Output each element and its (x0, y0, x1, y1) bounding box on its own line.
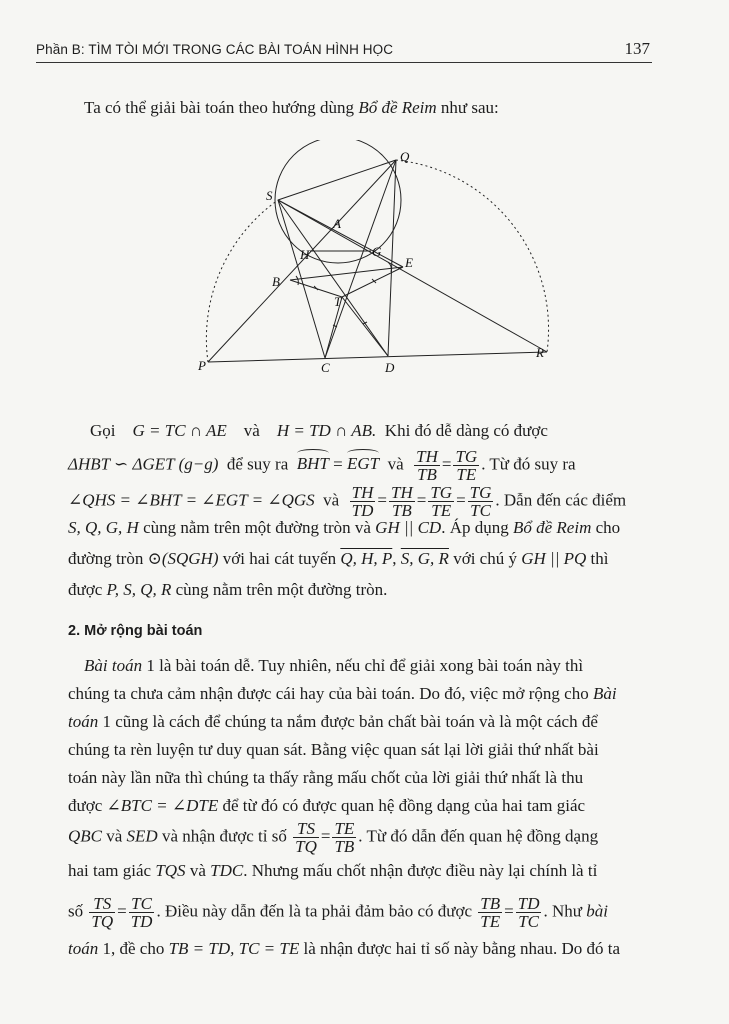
ext-line-3: toán 1 cũng là cách để chúng ta nắm được bản chất bài toán và là một cách để (68, 712, 598, 731)
label-R: R (536, 345, 544, 360)
line-SE (278, 200, 403, 267)
fraction: $\frac{TE}{TB}$ (334, 819, 355, 856)
label-G: G (372, 244, 382, 259)
proof-line-5: đường tròn ⊙(SQGH) với hai cát tuyến Q, H, P, S, G, R với chú ý GH || PQ thì (68, 549, 609, 568)
fraction: $\frac{TS}{TQ}$ (91, 894, 114, 931)
proof-line-2: ΔHBT ∽ ΔGET (g−g) để suy ra BHT = EGT và $\frac{TH}{TB}$ = $\frac{TG}{TE}$ . Từ đó suy ra (68, 447, 576, 484)
label-B: B (272, 274, 280, 289)
label-Q: Q (400, 149, 410, 164)
fraction: $\frac{TG}{TE}$ (455, 447, 478, 484)
ext-line-2: chúng ta chưa cảm nhận được cái hay của bài toán. Do đó, việc mở rộng cho Bài (68, 684, 617, 703)
ext-line-5: toán này lần nữa thì chúng ta thấy rằng mấu chốt của lời giải thứ nhất là thu (68, 768, 584, 787)
line-QD (388, 160, 396, 356)
fraction: $\frac{TH}{TB}$ (391, 483, 413, 520)
line-BE (290, 267, 403, 280)
label-A: A (333, 216, 341, 231)
proof-line-1: Gọi G = TC ∩ AE và H = TD ∩ AB. Khi đó dễ dàng có được (90, 421, 548, 440)
label-C: C (321, 360, 330, 375)
ext-line-9: số $\frac{TS}{TQ}$ = $\frac{TC}{TD}$ . Điều này dẫn đến là ta phải đảm bảo có được $\frac{TB}{TE}$ = $\frac{TD}{TC}$ . Như bài (68, 894, 608, 931)
proof-line-6: được P, S, Q, R cùng nằm trên một đường tròn. (68, 580, 388, 599)
fraction: $\frac{TS}{TQ}$ (295, 819, 317, 856)
proof-line-4: S, Q, G, H cùng nằm trên một đường tròn và GH || CD. Áp dụng Bổ đề Reim cho (68, 518, 621, 537)
label-E: E (405, 255, 413, 270)
ext-line-1: Bài toán 1 là bài toán dễ. Tuy nhiên, nếu chỉ để giải xong bài toán này thì (84, 656, 584, 675)
line-QC (325, 160, 396, 358)
ext-line-4: chúng ta rèn luyện tư duy quan sát. Bằng việc quan sát lại lời giải thứ nhất bài (68, 740, 599, 759)
ext-line-6: được ∠BTC = ∠DTE để từ đó có được quan hệ đồng dạng của hai tam giác (68, 796, 586, 815)
fraction: $\frac{TC}{TD}$ (130, 894, 153, 931)
fraction: $\frac{TB}{TE}$ (480, 894, 501, 931)
fraction: $\frac{TG}{TC}$ (469, 483, 492, 520)
proof-line-3: ∠QHS = ∠BHT = ∠EGT = ∠QGS và $\frac{TH}{TD}$ = $\frac{TH}{TB}$ = $\frac{TG}{TE}$ = $\frac{TG}{TC}$ . Dẫn đến các điểm (68, 483, 627, 520)
line-PR (208, 352, 547, 362)
section-heading: 2. Mở rộng bài toán (68, 623, 203, 639)
small-circle (275, 140, 401, 263)
header-title: Phần B: TÌM TÒI MỚI TRONG CÁC BÀI TOÁN HÌNH HỌC (36, 42, 394, 57)
label-D: D (385, 360, 395, 375)
page-header (36, 38, 652, 63)
fraction: $\frac{TD}{TC}$ (517, 894, 540, 931)
dashed-circle-arc (206, 160, 548, 362)
geometry-figure (190, 140, 570, 380)
line-SR (278, 200, 547, 352)
label-T: T (334, 294, 342, 309)
ext-line-7: QBC và SED và nhận được tỉ số $\frac{TS}{TQ}$ = $\frac{TE}{TB}$ . Từ đó dẫn đến quan hệ đồng dạng (68, 819, 599, 856)
label-S: S (266, 188, 273, 203)
label-H: H (300, 247, 310, 262)
fraction: $\frac{TH}{TB}$ (416, 447, 438, 484)
fraction: $\frac{TG}{TE}$ (430, 483, 453, 520)
page-number: 137 (624, 39, 650, 58)
fraction: $\frac{TH}{TD}$ (351, 483, 374, 520)
ext-line-8: hai tam giác TQS và TDC. Nhưng mấu chốt nhận được điều này lại chính là tỉ (68, 861, 598, 880)
line-SQ (278, 160, 396, 200)
label-P: P (198, 358, 206, 373)
intro-line: Ta có thể giải bài toán theo hướng dùng Bổ đề Reim như sau: (84, 98, 499, 117)
lemma-name: Bổ đề Reim (358, 98, 437, 117)
ext-line-10: toán 1, đề cho TB = TD, TC = TE là nhận được hai tỉ số này bằng nhau. Do đó ta (68, 939, 621, 958)
